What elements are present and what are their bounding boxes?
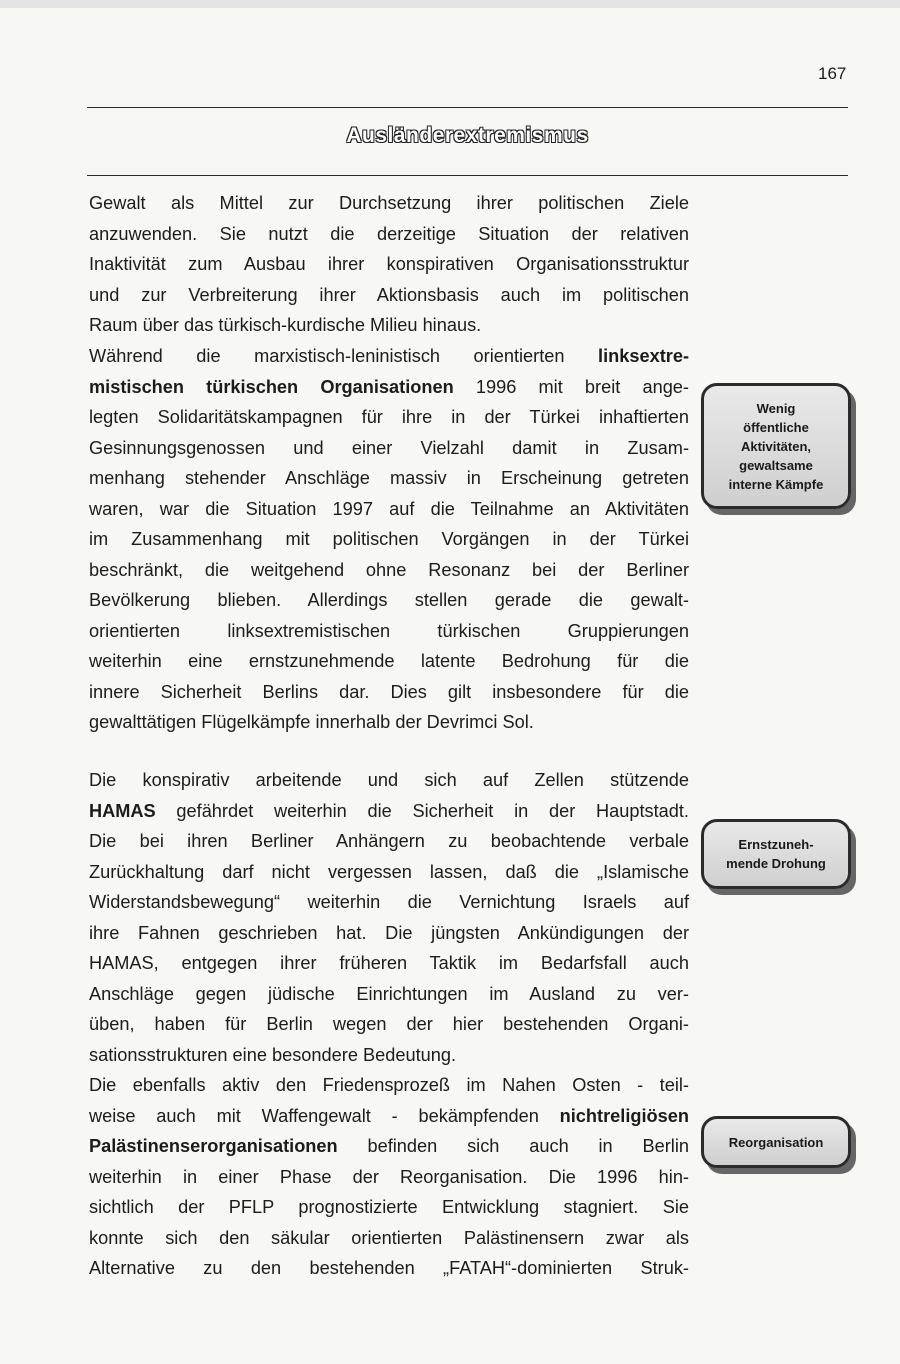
text-line: Die konspirativ arbeitende und sich auf Zellen stützende — [89, 770, 689, 790]
text-line: Raum über das türkisch-kurdische Milieu hinaus. — [89, 315, 482, 335]
text-line: Gesinnungsgenossen und einer Vielzahl damit in Zusam- — [89, 437, 689, 458]
text-segment: gefährdet weiterhin die Sicherheit in der Hauptstadt. — [155, 800, 689, 821]
text-line: sationsstrukturen eine besondere Bedeutung. — [89, 1044, 457, 1065]
margin-note-line: interne Kämpfe — [728, 476, 824, 492]
text-line: ihre Fahnen geschrieben hat. Die jüngsten Ankündigungen der — [89, 922, 689, 943]
text-line: Zurückhaltung darf nicht vergessen lassen, daß die „Islamische — [89, 861, 689, 882]
text-line: menhang stehender Anschläge massiv in Erscheinung getreten — [89, 468, 689, 488]
text-line — [89, 372, 689, 403]
text-line: Anschläge gegen jüdische Einrichtungen im Ausland zu ver- — [89, 983, 689, 1004]
text-line: Alternative zu den bestehenden „FATAH“-dominierten Struk- — [89, 1258, 689, 1278]
margin-note-line: Wenig — [756, 400, 796, 416]
text-line: im Zusammenhang mit politischen Vorgängen in der Türkei — [89, 529, 689, 549]
text-line: üben, haben für Berlin wegen der hier bestehenden Organi- — [89, 1014, 689, 1034]
bold-term: linksextre- — [598, 346, 689, 366]
bold-term: mistischen türkischen Organisationen — [89, 376, 454, 397]
text-segment: weise auch mit Waffengewalt - bekämpfenden — [89, 1105, 560, 1126]
page-number: 167 — [818, 64, 847, 83]
text-line: gewalttätigen Flügelkämpfe innerhalb der Devrimci Sol. — [89, 712, 534, 732]
margin-note-line: öffentliche — [743, 419, 809, 435]
text-line — [89, 1101, 689, 1132]
paragraph-1 — [89, 188, 689, 341]
margin-note-activities — [701, 383, 851, 509]
text-line: legten Solidaritätskampagnen für ihre in der Türkei inhaftierten — [89, 407, 689, 427]
bold-term: Palästinenserorganisationen — [89, 1136, 338, 1156]
text-line: weiterhin eine ernstzunehmende latente Bedrohung für die — [89, 651, 689, 671]
text-line: weiterhin in einer Phase der Reorganisation. Die 1996 hin- — [89, 1166, 689, 1187]
margin-note-reorganisation — [701, 1116, 851, 1168]
running-header: Ausländerextremismus — [346, 124, 589, 147]
paragraph-4 — [89, 1070, 689, 1284]
text-line: Bevölkerung blieben. Allerdings stellen gerade die gewalt- — [89, 590, 689, 610]
margin-note-line: mende Drohung — [726, 856, 826, 871]
text-line: Inaktivität zum Ausbau ihrer konspirativen Organisationsstruktur — [89, 254, 689, 274]
text-segment: befinden sich auch in Berlin — [337, 1136, 689, 1156]
margin-note-line: Aktivitäten, — [740, 438, 812, 454]
margin-note-line: Reorganisation — [728, 1134, 824, 1150]
bold-term: nichtreligiösen — [559, 1105, 689, 1126]
margin-note-threat — [701, 819, 851, 889]
text-line: sichtlich der PFLP prognostizierte Entwicklung stagniert. Sie — [89, 1197, 689, 1217]
text-line: und zur Verbreiterung ihrer Aktionsbasis auch im politischen — [89, 284, 689, 305]
text-line — [89, 1131, 689, 1162]
scan-top-band — [0, 0, 900, 8]
text-line: HAMAS, entgegen ihrer früheren Taktik im Bedarfsfall auch — [89, 953, 689, 973]
text-line: orientierten linksextremistischen türkischen Gruppierungen — [89, 620, 689, 641]
text-line: beschränkt, die weitgehend ohne Resonanz bei der Berliner — [89, 559, 689, 580]
header-rule-bottom — [87, 175, 848, 176]
text-line: Die ebenfalls aktiv den Friedensprozeß im Nahen Osten - teil- — [89, 1075, 689, 1095]
margin-note-line: gewaltsame — [739, 457, 813, 473]
header-rule-top — [87, 107, 848, 108]
text-line: anzuwenden. Sie nutzt die derzeitige Situation der relativen — [89, 223, 689, 244]
text-line: Die bei ihren Berliner Anhängern zu beobachtende verbale — [89, 831, 689, 851]
text-line — [89, 341, 689, 372]
text-line: innere Sicherheit Berlins dar. Dies gilt insbesondere für die — [89, 681, 689, 702]
bold-term: HAMAS — [89, 800, 156, 821]
paragraph-2 — [89, 341, 689, 738]
paragraph-3 — [89, 765, 689, 1070]
text-segment: Während die marxistisch-leninistisch orientierten — [89, 346, 599, 366]
margin-note-line: Ernstzuneh- — [738, 837, 814, 852]
text-line: Widerstandsbewegung“ weiterhin die Vernichtung Israels auf — [89, 892, 689, 912]
text-line — [89, 796, 689, 827]
text-line: waren, war die Situation 1997 auf die Teilnahme an Aktivitäten — [89, 498, 689, 519]
text-line: konnte sich den säkular orientierten Palästinensern zwar als — [89, 1227, 689, 1248]
text-segment: 1996 mit breit ange- — [453, 376, 689, 397]
text-line: Gewalt als Mittel zur Durchsetzung ihrer politischen Ziele — [89, 193, 689, 213]
